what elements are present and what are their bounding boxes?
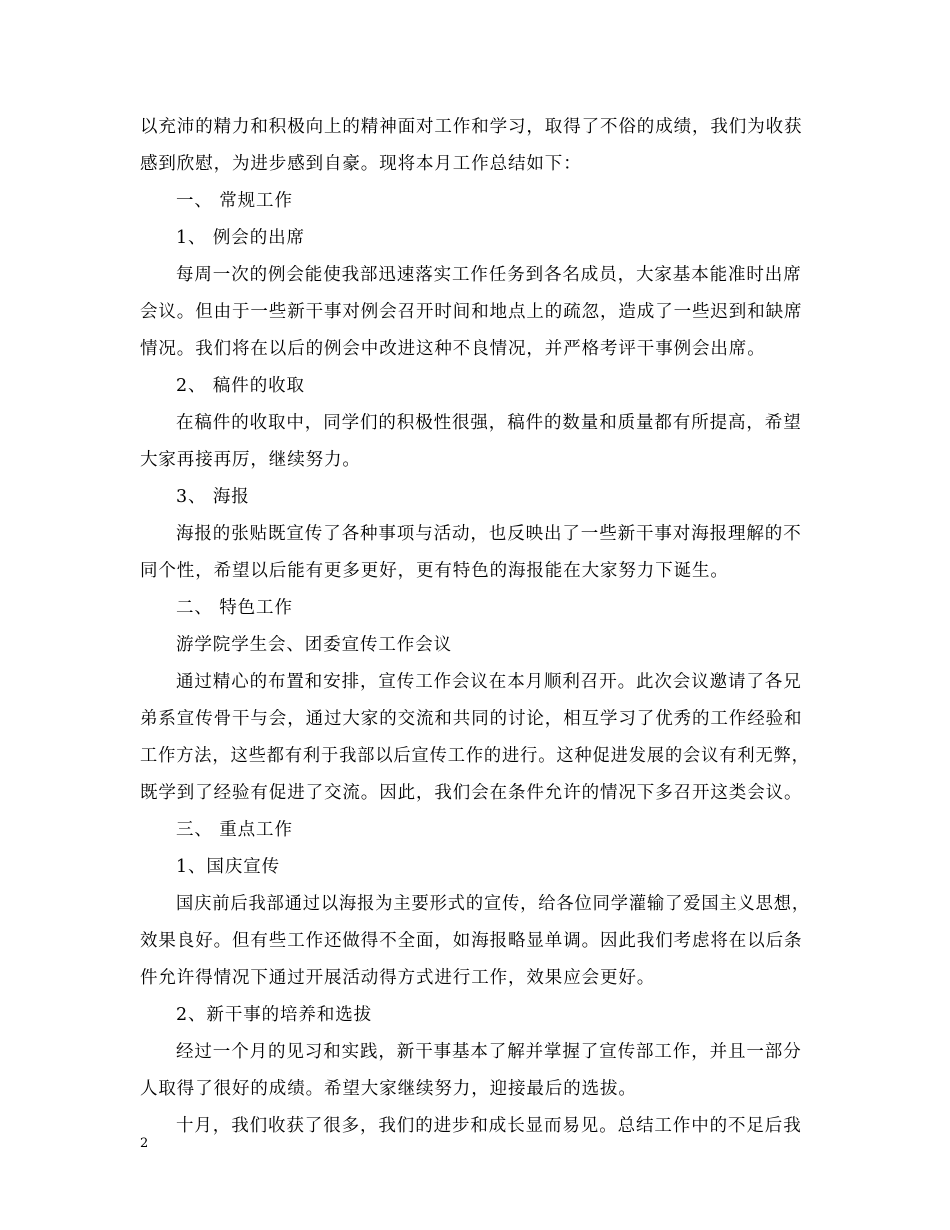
body-text-line: 人取得了很好的成绩。希望大家继续努力，迎接最后的选拔。 <box>140 1079 637 1099</box>
paragraph-first-line: 每周一次的例会能使我部迅速落实工作任务到各名成员，大家基本能准时出席 <box>176 265 802 285</box>
body-text-line: 工作方法，这些都有利于我部以后宣传工作的进行。这种促进发展的会议有利无弊， <box>140 746 810 766</box>
body-text-line: 效果良好。但有些工作还做得不全面，如海报略显单调。因此我们考虑将在以后条 <box>140 931 803 951</box>
section-heading: 一、 常规工作 <box>176 191 293 211</box>
paragraph-first-line: 通过精心的布置和安排，宣传工作会议在本月顺利召开。此次会议邀请了各兄 <box>176 672 802 692</box>
page-number: 2 <box>140 1136 149 1151</box>
body-text-line: 会议。但由于一些新干事对例会召开时间和地点上的疏忽，造成了一些迟到和缺席 <box>140 302 803 322</box>
subsection-heading: 2、新干事的培养和选拔 <box>176 1005 373 1025</box>
body-text-line: 大家再接再厉，继续努力。 <box>140 450 361 470</box>
body-text-line: 感到欣慰，为进步感到自豪。现将本月工作总结如下： <box>140 154 582 174</box>
body-text-line: 弟系宣传骨干与会，通过大家的交流和共同的讨论，相互学习了优秀的工作经验和 <box>140 709 803 729</box>
body-text-line: 同个性，希望以后能有更多更好，更有特色的海报能在大家努力下诞生。 <box>140 561 729 581</box>
subsection-heading: 1、 例会的出席 <box>176 228 305 248</box>
paragraph-first-line: 经过一个月的见习和实践，新干事基本了解并掌握了宣传部工作，并且一部分 <box>176 1042 802 1062</box>
subsection-heading: 3、 海报 <box>176 487 250 507</box>
section-heading: 三、 重点工作 <box>176 820 293 840</box>
subsection-heading: 2、 稿件的收取 <box>176 376 305 396</box>
paragraph-first-line: 国庆前后我部通过以海报为主要形式的宣传，给各位同学灌输了爱国主义思想， <box>176 894 811 914</box>
paragraph-first-line: 十月，我们收获了很多，我们的进步和成长显而易见。总结工作中的不足后我 <box>176 1116 802 1136</box>
body-text-line: 情况。我们将在以后的例会中改进这种不良情况，并严格考评干事例会出席。 <box>140 339 766 359</box>
subsection-heading: 游学院学生会、团委宣传工作会议 <box>176 635 452 655</box>
subsection-heading: 1、国庆宣传 <box>176 857 281 877</box>
body-text-line: 件允许得情况下通过开展活动得方式进行工作，效果应会更好。 <box>140 968 656 988</box>
section-heading: 二、 特色工作 <box>176 598 293 618</box>
paragraph-first-line: 在稿件的收取中，同学们的积极性很强，稿件的数量和质量都有所提高，希望 <box>176 413 802 433</box>
body-text-line: 既学到了经验有促进了交流。因此，我们会在条件允许的情况下多召开这类会议。 <box>140 783 803 803</box>
body-text-line: 以充沛的精力和积极向上的精神面对工作和学习，取得了不俗的成绩，我们为收获 <box>140 117 803 137</box>
paragraph-first-line: 海报的张贴既宣传了各种事项与活动，也反映出了一些新干事对海报理解的不 <box>176 524 802 544</box>
